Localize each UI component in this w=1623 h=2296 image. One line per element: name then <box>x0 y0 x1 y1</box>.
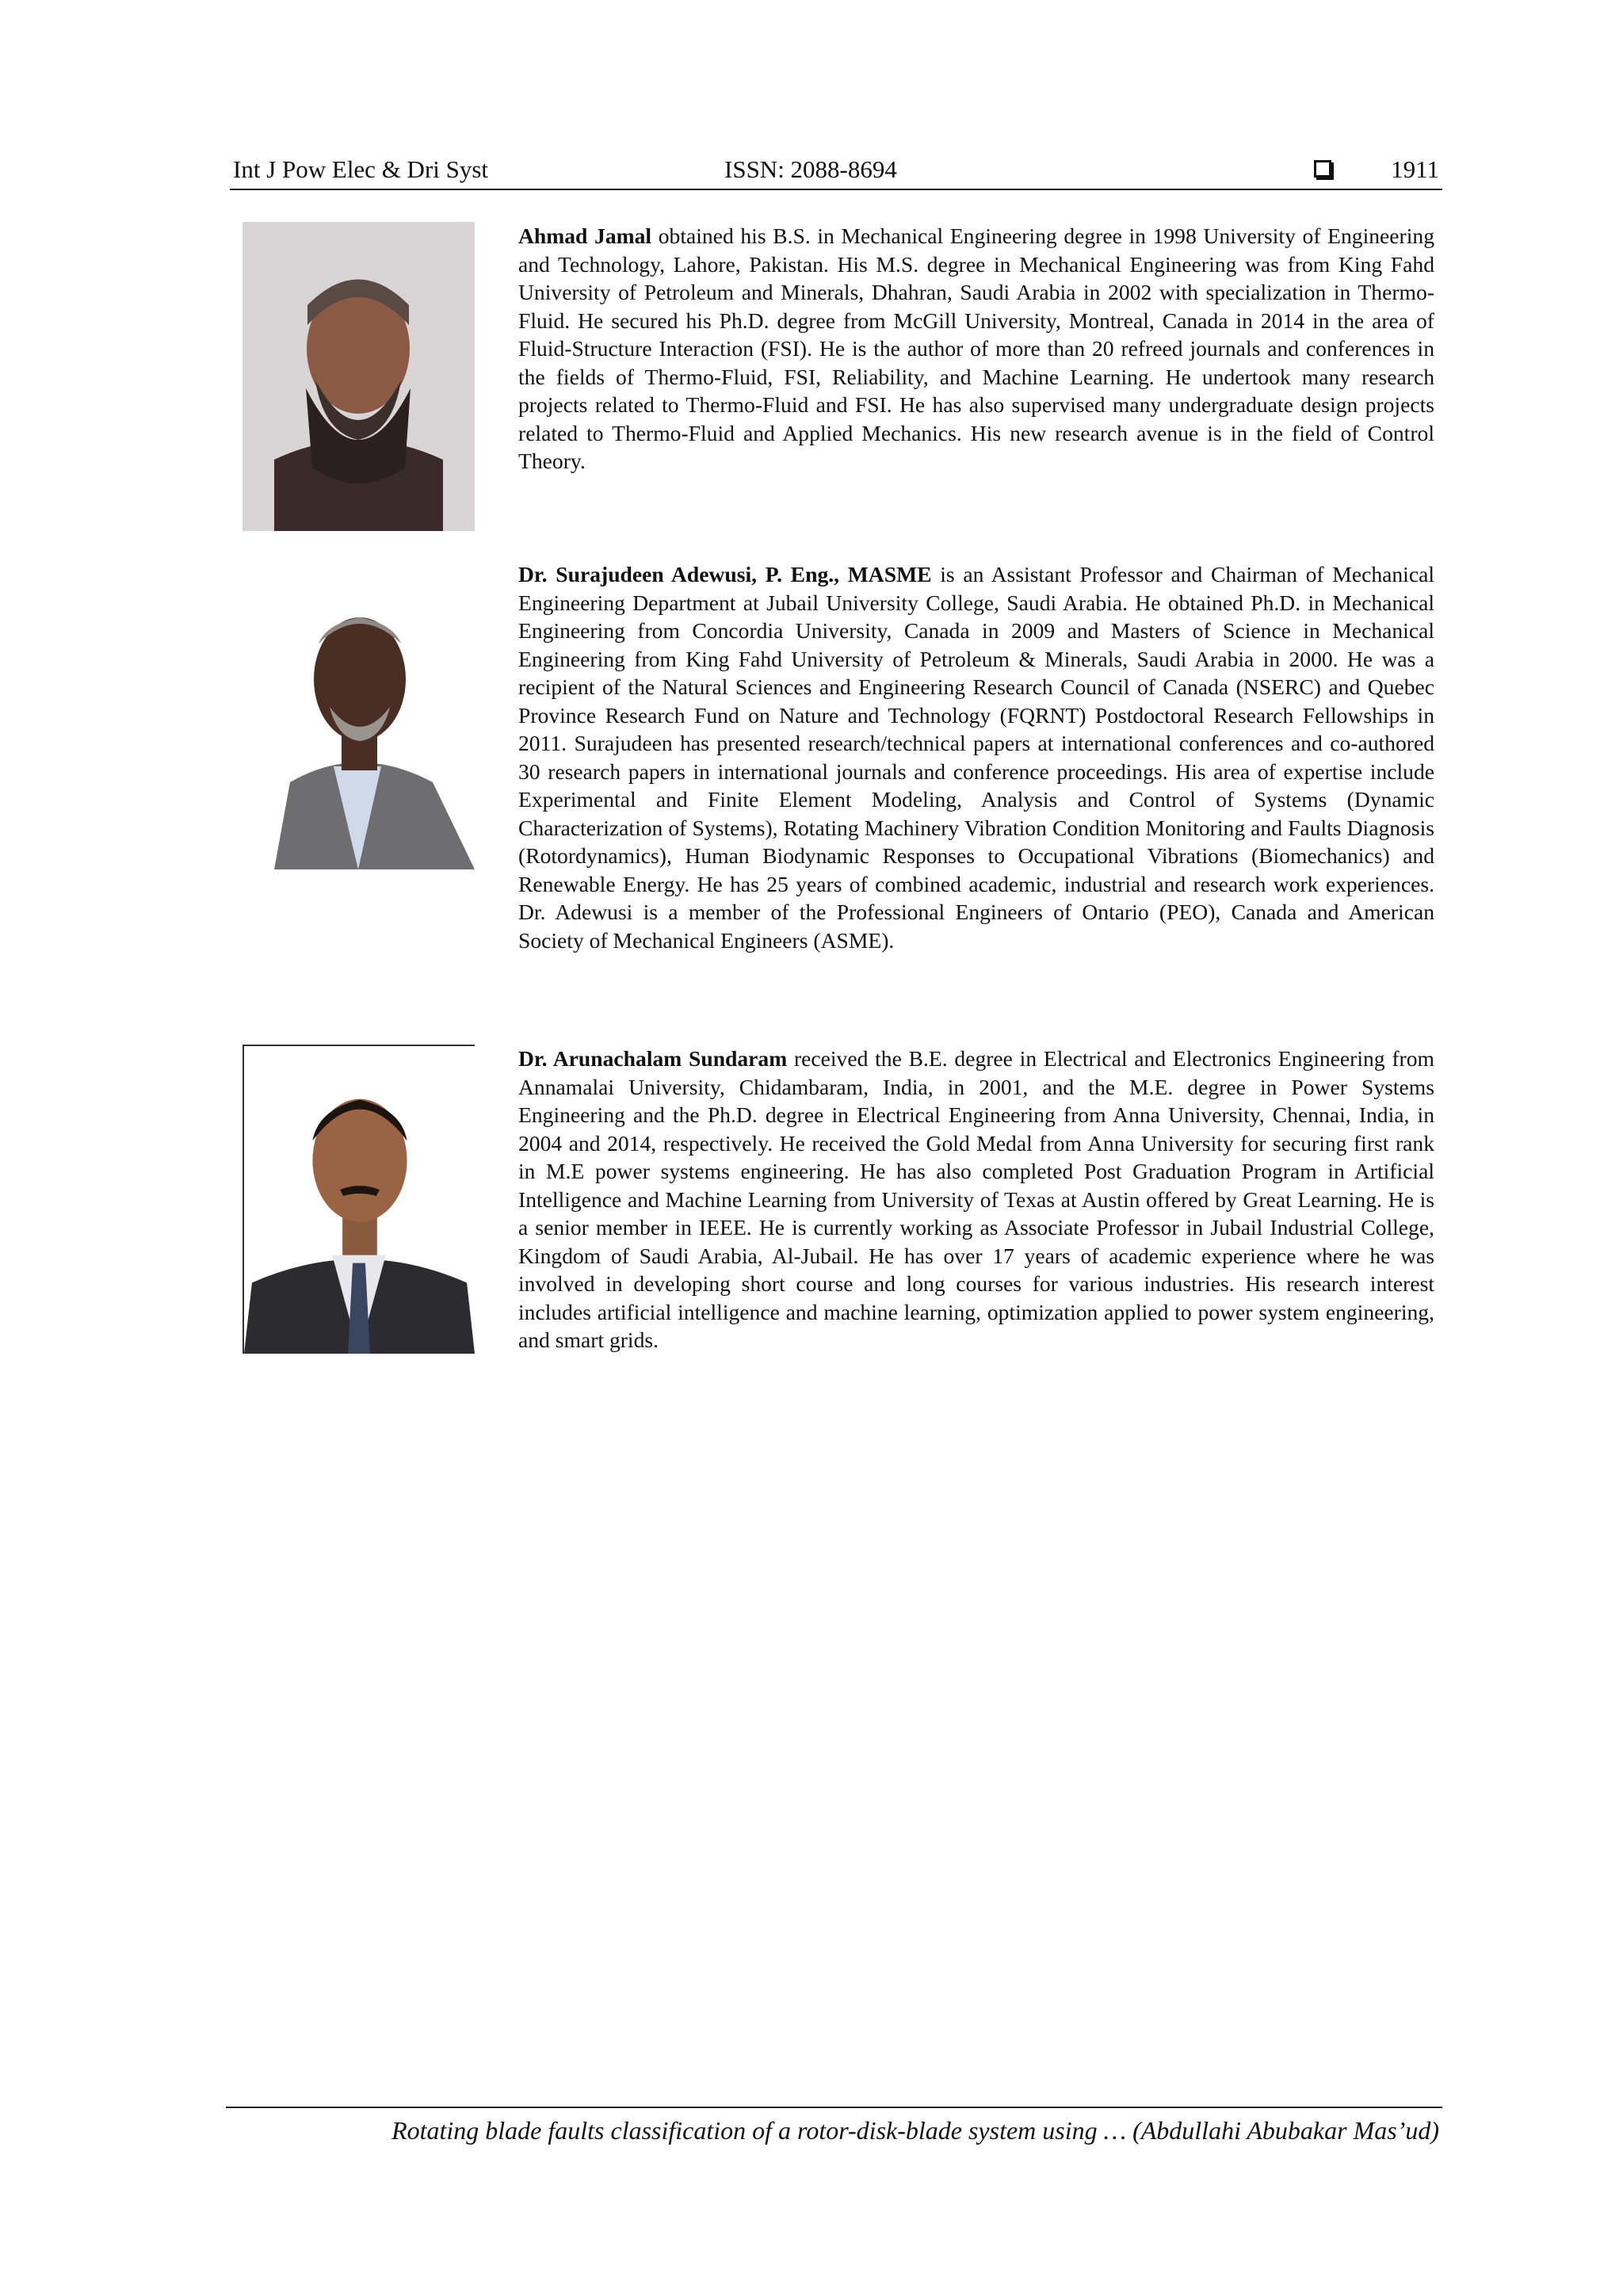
page-header <box>230 152 1442 190</box>
author-name-1: Ahmad Jamal <box>518 223 652 248</box>
page-number: 1911 <box>1391 155 1439 183</box>
running-title: Rotating blade faults classification of a rotor-disk-blade system using … (Abdullahi Abubakar Mas’ud) <box>391 2116 1439 2145</box>
author-bio-2 <box>242 560 1439 1020</box>
author-photo-1 <box>242 222 475 531</box>
bio-text-3 <box>518 1045 1434 1354</box>
issn: ISSN: 2088-8694 <box>724 155 897 183</box>
author-name-2: Dr. Surajudeen Adewusi, P. Eng., MASME <box>518 562 932 586</box>
author-name-3: Dr. Arunachalam Sundaram <box>518 1046 788 1071</box>
bio-text-1 <box>518 222 1434 476</box>
author-photo-2 <box>242 560 475 869</box>
page-footer <box>226 2107 1442 2145</box>
bio-body-1: obtained his B.S. in Mechanical Engineering degree in 1998 University of Engineering and Technology, Lahore, Pakistan. His M.S. degree in Mechanical Engineering was from King Fahd University of Petroleum and Minerals, Dhahran, Saudi Arabia in 2002 with specialization in Thermo-Fluid. He secured his Ph.D. degree from McGill University, Montreal, Canada in 2014 in the area of Fluid-Structure Interaction (FSI). He is the author of more than 20 refreed journals and conferences in the fields of Thermo-Fluid, FSI, Reliability, and Machine Learning. He undertook many research projects related to Thermo-Fluid and FSI. He has also supervised many undergraduate design projects related to Thermo-Fluid and Applied Mechanics. His new research avenue is in the field of Control Theory. <box>518 223 1434 473</box>
author-photo-3 <box>242 1045 475 1354</box>
bio-text-2 <box>518 560 1434 954</box>
square-bullet-icon <box>1314 160 1331 178</box>
bio-body-2: is an Assistant Professor and Chairman of Mechanical Engineering Department at Jubail University College, Saudi Arabia. He obtained Ph.D. in Mechanical Engineering from Concordia University, Canada in 2009 and Masters of Science in Mechanical Engineering from King Fahd University of Petroleum & Minerals, Saudi Arabia in 2000. He was a recipient of the Natural Sciences and Engineering Research Council of Canada (NSERC) and Quebec Province Research Fund on Nature and Technology (FQRNT) Postdoctoral Research Fellowships in 2011. Surajudeen has presented research/technical papers at international conferences and co-authored 30 research papers in international journals and conference proceedings. His area of expertise include Experimental and Finite Element Modeling, Analysis and Control of Systems (Dynamic Characterization of Systems), Rotating Machinery Vibration Condition Monitoring and Faults Diagnosis (Rotordynamics), Human Biodynamic Responses to Occupational Vibrations (Biomechanics) and Renewable Energy. He has 25 years of combined academic, industrial and research work experiences. Dr. Adewusi is a member of the Professional Engineers of Ontario (PEO), Canada and American Society of Mechanical Engineers (ASME). <box>518 562 1434 953</box>
author-bio-1 <box>242 222 1439 539</box>
bio-body-3: received the B.E. degree in Electrical and Electronics Engineering from Annamalai University, Chidambaram, India, in 2001, and the M.E. degree in Power Systems Engineering and the Ph.D. degree in Electrical Engineering from Anna University, Chennai, India, in 2004 and 2014, respectively. He received the Gold Medal from Anna University for securing first rank in M.E power systems engineering. He has also completed Post Graduation Program in Artificial Intelligence and Machine Learning from University of Texas at Austin offered by Great Learning. He is a senior member in IEEE. He is currently working as Associate Professor in Jubail Industrial College, Kingdom of Saudi Arabia, Al-Jubail. He has over 17 years of academic experience where he was involved in developing short course and long courses for various industries. His research interest includes artificial intelligence and machine learning, optimization applied to power system engineering, and smart grids. <box>518 1046 1434 1352</box>
author-bio-3 <box>242 1045 1439 1377</box>
journal-abbreviation: Int J Pow Elec & Dri Syst <box>233 155 489 183</box>
